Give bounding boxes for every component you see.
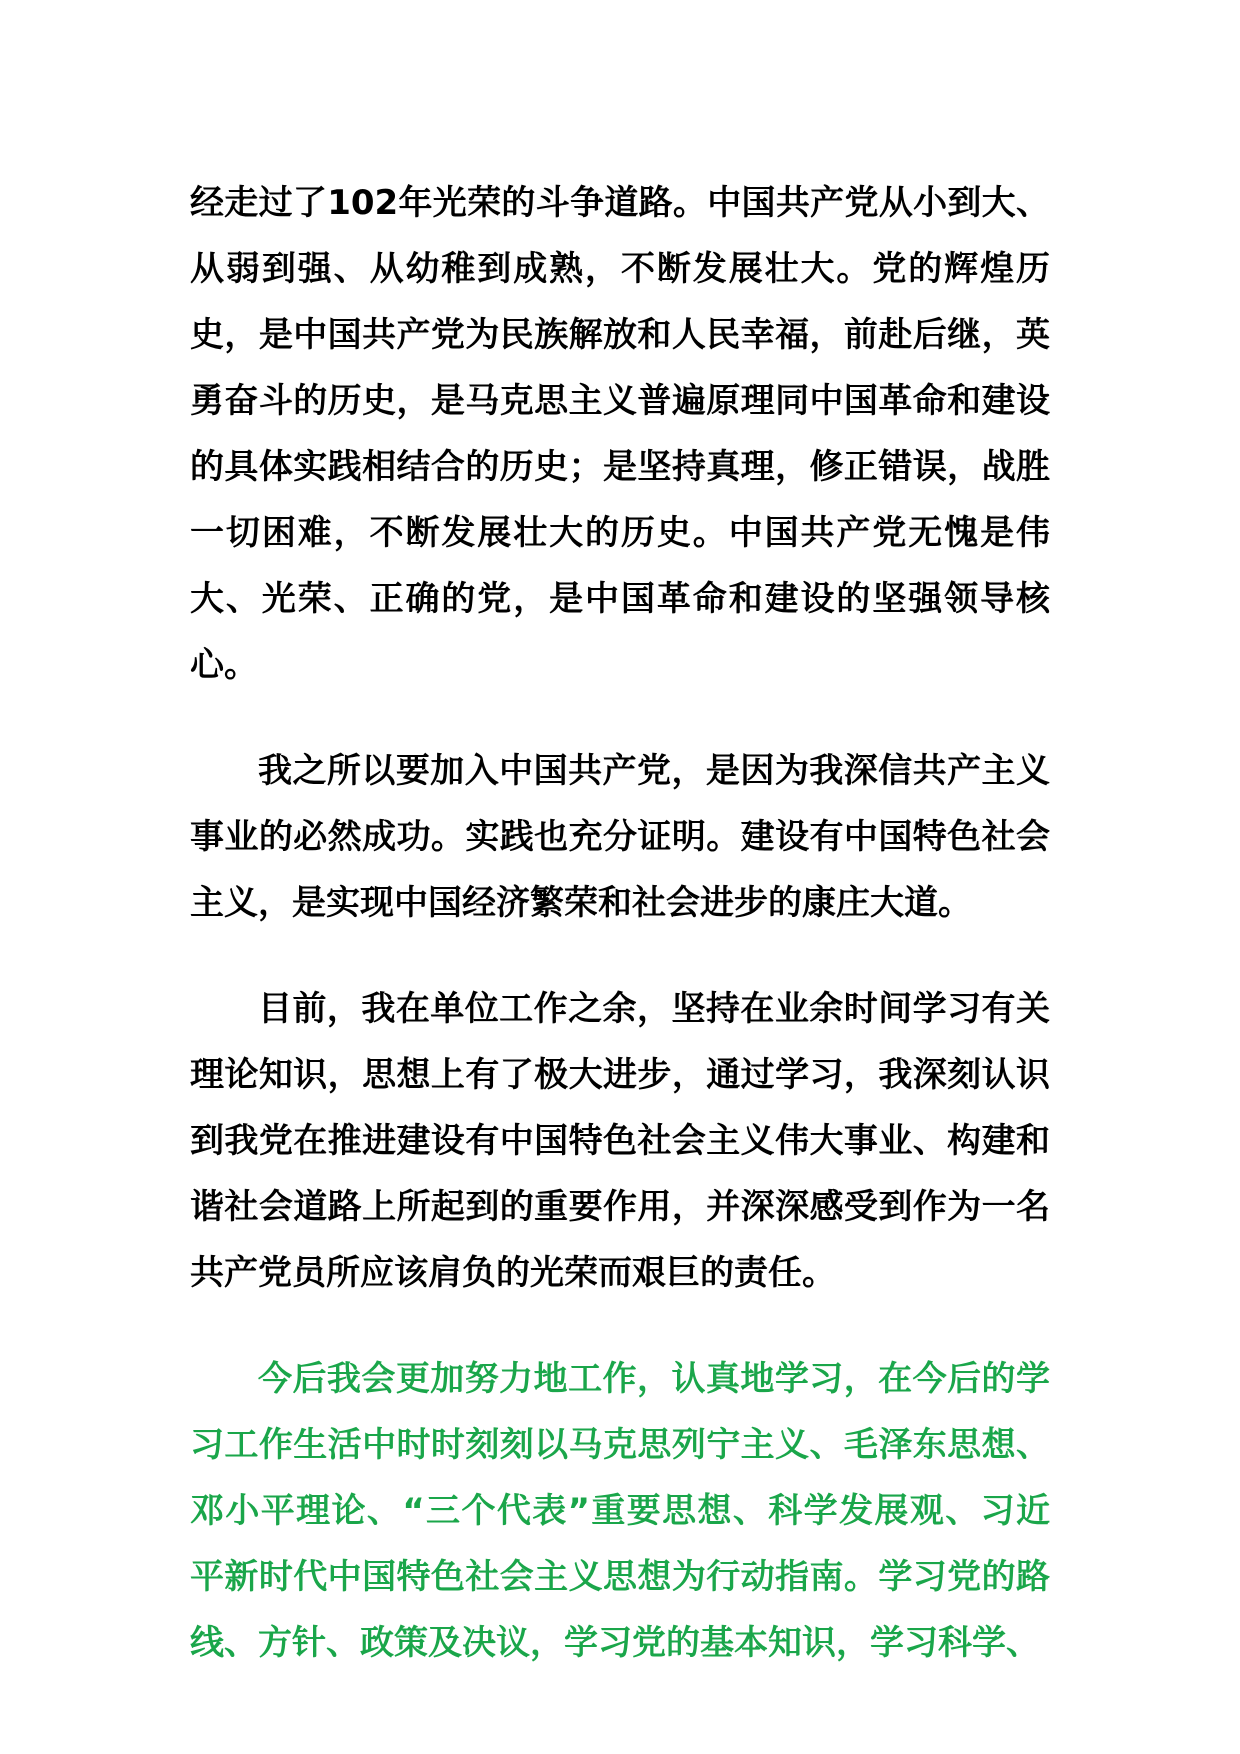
paragraph-gap bbox=[190, 1306, 1050, 1346]
document-body bbox=[190, 170, 1050, 1676]
paragraph-history: 经走过了102年光荣的斗争道路。中国共产党从小到大、从弱到强、从幼稚到成熟，不断发展壮大。党的辉煌历史，是中国共产党为民族解放和人民幸福，前赴后继，英勇奋斗的历史，是马克思主义普遍原理同中国革命和建设的具体实践相结合的历史；是坚持真理，修正错误，战胜一切困难，不断发展壮大的历史。中国共产党无愧是伟大、光荣、正确的党，是中国革命和建设的坚强领导核心。 bbox=[190, 183, 1050, 685]
paragraph-gap bbox=[190, 698, 1050, 738]
paragraph-reason: 我之所以要加入中国共产党，是因为我深信共产主义事业的必然成功。实践也充分证明。建设有中国特色社会主义，是实现中国经济繁荣和社会进步的康庄大道。 bbox=[190, 751, 1050, 923]
paragraph-future-commitment: 今后我会更加努力地工作，认真地学习，在今后的学习工作生活中时时刻刻以马克思列宁主义、毛泽东思想、邓小平理论、“三个代表”重要思想、科学发展观、习近平新时代中国特色社会主义思想为行动指南。学习党的路线、方针、政策及决议，学习党的基本知识，学习科学、 bbox=[190, 1359, 1050, 1663]
paragraph-gap bbox=[190, 936, 1050, 976]
paragraph-current-study: 目前，我在单位工作之余，坚持在业余时间学习有关理论知识，思想上有了极大进步，通过学习，我深刻认识到我党在推进建设有中国特色社会主义伟大事业、构建和谐社会道路上所起到的重要作用，并深深感受到作为一名共产党员所应该肩负的光荣而艰巨的责任。 bbox=[190, 989, 1050, 1293]
